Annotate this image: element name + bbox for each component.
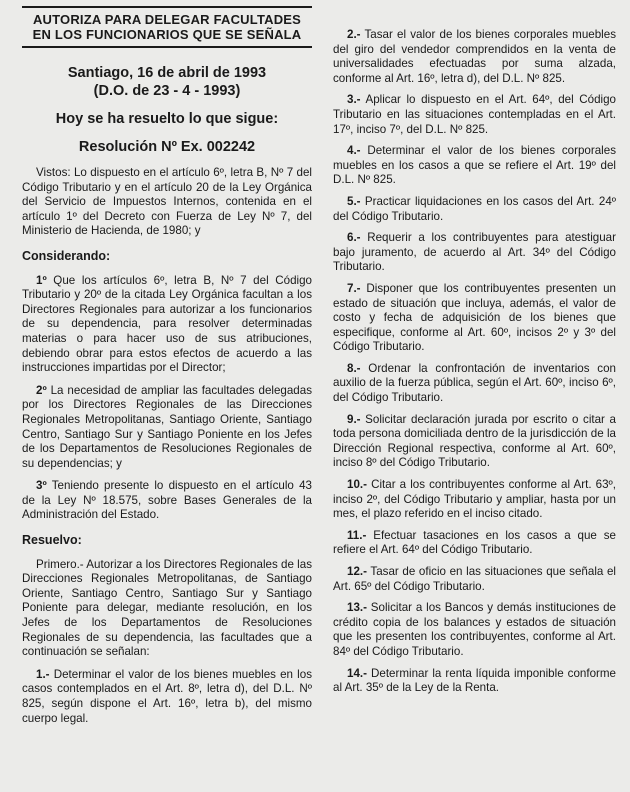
item-12-num: 12.- xyxy=(347,565,367,578)
intro-line: Hoy se ha resuelto lo que sigue: xyxy=(55,111,279,127)
item-6-text: Requerir a los contribuyentes para atestiguar bajo juramento, de acuerdo al Art. 34º del Código Tributario. xyxy=(333,231,616,274)
resolution-number: Resolución Nº Ex. 002242 xyxy=(78,139,256,155)
item-3-num: 3.- xyxy=(347,93,361,107)
considerando-2-text: La necesidad de ampliar las facultades delegadas por los Directores Regionales de las Direcciones Regionales Metropolitanas, Santiago Oriente, Santiago Centro, Santiago Sur y Santiago Poniente en los Jefes de los Departamentos de Resoluciones Regionales de su dependencias; y xyxy=(22,383,312,470)
item-12-text: Tasar de oficio en las situaciones que señala el Art. 65º del Código Tributario. xyxy=(333,565,616,593)
item-13-text: Solicitar a los Bancos y demás instituciones de crédito copia de los balances y estados de situación que les presenten los contribuyentes, conforme al Art. 84º del Código Tributario. xyxy=(333,601,616,658)
item-10 xyxy=(333,478,616,522)
item-1-num: 1.- xyxy=(36,667,50,681)
item-11-text: Efectuar tasaciones en los casos a que se refiere el Art. 64º del Código Tributario. xyxy=(333,528,616,557)
item-7 xyxy=(333,282,616,355)
title-line-1: AUTORIZA PARA DELEGAR FACULTADES xyxy=(32,12,302,27)
item-4-num: 4.- xyxy=(347,144,361,158)
item-10-text: Citar a los contribuyentes conforme al Art. 63º, inciso 2º, del Código Tributario y ampliar, hasta por un mes, el plazo referido en el inciso citado. xyxy=(333,478,616,521)
item-8 xyxy=(333,362,616,406)
item-11 xyxy=(333,529,616,558)
item-9-text: Solicitar declaración jurada por escrito o citar a toda persona domiciliada dentro de la jurisdicción de la Dirección Regional respectiva, conforme al Art. 60º, inciso 8º del Código Tributario. xyxy=(333,412,616,470)
primero-paragraph: Primero.- Autorizar a los Directores Regionales de las Direcciones Regionales Metropolitanas, de Santiago Oriente, Santiago Centro, Santiago Sur y Santiago Poniente para delegar, mediante resolución, en los Jefes de los Departamentos de Resoluciones Regionales de su dependencia, las facultades que a continuación se señalan: xyxy=(22,557,312,659)
item-8-num: 8.- xyxy=(347,361,361,375)
right-column xyxy=(333,6,616,703)
item-14-text: Determinar la renta líquida imponible conforme al Art. 35º de la Ley de la Renta. xyxy=(333,666,616,695)
item-4-text: Determinar el valor de los bienes corporales muebles en los casos a que se refiere el Art. 19º del D.L. Nº 825. xyxy=(333,144,616,187)
item-5-num: 5.- xyxy=(347,194,361,208)
item-13 xyxy=(333,601,616,659)
item-9 xyxy=(333,413,616,471)
item-11-num: 11.- xyxy=(347,528,367,542)
item-1-text: Determinar el valor de los bienes muebles en los casos contemplados en el Art. 8º, letra d), del D.L. Nº 825, según dispone el Art. 16º, letra b), del mismo cuerpo legal. xyxy=(22,667,312,725)
item-8-text: Ordenar la confrontación de inventarios con auxilio de la fuerza pública, según el Art. 60º, inciso 6º, del Código Tributario. xyxy=(333,361,616,405)
item-3-text: Aplicar lo dispuesto en el Art. 64º, del Código Tributario en las situaciones contempladas en el Art. 17º, inciso 7º, del D.L. Nº 825. xyxy=(333,93,616,136)
considerando-3 xyxy=(22,479,312,523)
item-2-text: Tasar el valor de los bienes corporales muebles del giro del vendedor comprendidos en la venta de universalidades efectuadas por suma alzada, conforme al Art. 16º, letra d), del D.L. Nº 825. xyxy=(333,28,616,85)
considerando-2 xyxy=(22,384,312,472)
item-9-num: 9.- xyxy=(347,412,361,426)
resuelvo-heading: Resuelvo: xyxy=(22,533,82,548)
considerando-3-text: Teniendo presente lo dispuesto en el artículo 43 de la Ley Nº 18.575, sobre Bases Generales de la Administración del Estado. xyxy=(22,479,312,522)
item-6 xyxy=(333,231,616,275)
diario-oficial-line: (D.O. de 23 - 4 - 1993) xyxy=(93,83,241,99)
item-6-num: 6.- xyxy=(347,231,361,245)
considerando-heading: Considerando: xyxy=(22,248,111,263)
item-5-text: Practicar liquidaciones en los casos del Art. 24º del Código Tributario. xyxy=(333,194,616,223)
item-2-num: 2.- xyxy=(347,28,361,41)
item-5 xyxy=(333,195,616,224)
item-7-text: Disponer que los contribuyentes presenten un estado de situación que incluya, además, el valor de costo y fecha de adquisición de los bienes que especifique, conforme al Art. 60º, incisos 2º y 3º del Código Tributario. xyxy=(333,281,616,354)
vistos-paragraph: Vistos: Lo dispuesto en el artículo 6º, letra B, Nº 7 del Código Tributario y en el artículo 20 de la Ley Orgánica del Servicio de Impuestos Internos, contenida en el artículo 1º del Decreto con Fuerza de Ley Nº 7, del Ministerio de Hacienda, de 1980; y xyxy=(22,166,312,238)
item-7-num: 7.- xyxy=(347,281,361,295)
item-1 xyxy=(22,668,312,726)
document-title xyxy=(22,6,312,48)
considerando-1-text: Que los artículos 6º, letra B, Nº 7 del Código Tributario y 20º de la citada Ley Orgánica facultan a los Directores Regionales para autorizar a los funcionarios de su dependencia, para resolver determinadas materias o para hacer uso de sus atribuciones, debiendo obrar para estos efectos de acuerdo a las instrucciones impartidas por el Director; xyxy=(22,273,312,375)
item-14-num: 14.- xyxy=(347,666,367,680)
considerando-3-num: 3º xyxy=(36,479,47,493)
item-13-num: 13.- xyxy=(347,601,367,615)
title-line-2: EN LOS FUNCIONARIOS QUE SE SEÑALA xyxy=(32,27,302,42)
considerando-1 xyxy=(22,274,312,376)
item-14 xyxy=(333,667,616,696)
item-10-num: 10.- xyxy=(347,478,367,492)
item-2 xyxy=(333,28,616,86)
date-line: Santiago, 16 de abril de 1993 xyxy=(67,65,267,81)
item-3 xyxy=(333,93,616,137)
left-column xyxy=(22,6,312,733)
item-12 xyxy=(333,565,616,594)
item-4 xyxy=(333,144,616,188)
considerando-2-num: 2º xyxy=(36,383,47,397)
considerando-1-num: 1º xyxy=(36,273,47,287)
